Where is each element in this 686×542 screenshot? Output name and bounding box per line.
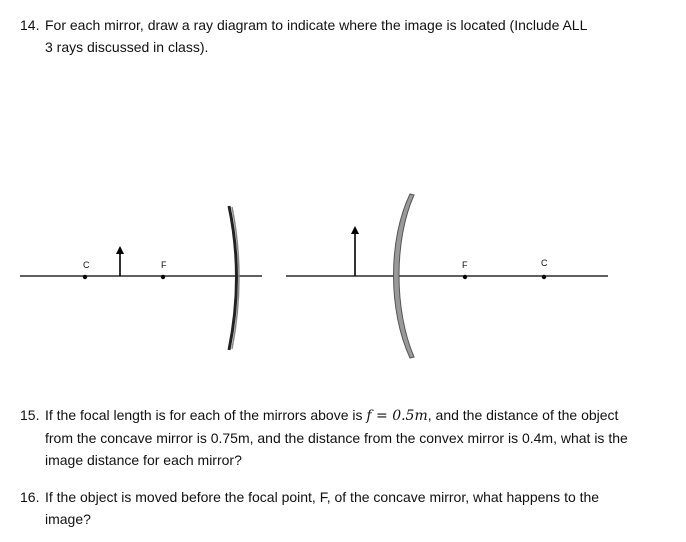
question-15-line-1 [20,404,660,427]
question-16-number: 16. [20,489,40,505]
question-15-line-3: image distance for each mirror? [45,452,242,468]
question-15-line-2: from the concave mirror is 0.75m, and the distance from the convex mirror is 0.4m, what is the [45,430,628,446]
convex-mirror-setup [286,194,608,358]
question-15-formula: f = 0.5m [366,408,428,424]
question-16-line-2: image? [45,511,91,527]
concave-center-point [83,275,87,279]
convex-center-point [542,275,546,279]
convex-label-f: F [462,260,468,270]
concave-mirror-setup [20,206,262,350]
question-15 [20,404,660,471]
question-16-text: If the object is moved before the focal point, F, of the concave mirror, what happens to the [45,489,600,505]
convex-label-c: C [541,258,548,268]
question-16-line-1 [20,486,660,508]
question-15-text-pre: If the focal length is for each of the mirrors above is [45,407,367,423]
question-16 [20,486,660,530]
concave-label-f: F [161,260,167,270]
question-15-text-post: , and the distance of the object [427,407,619,423]
question-14-number: 14. [20,17,40,33]
question-14 [20,14,660,58]
concave-focal-point [161,275,165,279]
convex-object-arrowhead [351,226,359,234]
concave-object-arrowhead [116,246,124,254]
convex-focal-point [463,275,467,279]
question-14-text: For each mirror, draw a ray diagram to indicate where the image is located (Include ALL [45,17,588,33]
question-14-line-2: 3 rays discussed in class). [45,39,209,55]
concave-label-c: C [83,260,90,270]
question-14-line-1 [20,14,660,36]
question-15-number: 15. [20,407,40,423]
ray-diagram-figure [0,180,686,360]
